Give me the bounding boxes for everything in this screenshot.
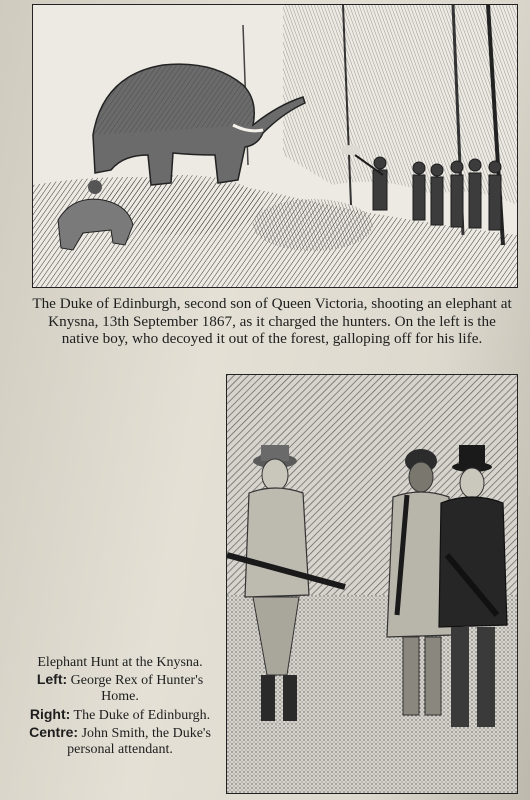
engraving-illustration bbox=[33, 5, 517, 287]
photograph-illustration bbox=[227, 375, 517, 793]
top-engraving-caption: The Duke of Edinburgh, second son of Queen Victoria, shooting an elephant at Knysna, 13th September 1867, as it charged the hunters. On the left is the native boy, who decoyed it out of the forest, galloping off for his life. bbox=[32, 295, 512, 347]
caption-centre bbox=[20, 724, 220, 758]
caption-centre-label: Centre: bbox=[29, 723, 79, 740]
caption-title: Elephant Hunt at the Knysna. bbox=[37, 655, 203, 670]
caption-left-label: Left: bbox=[36, 671, 68, 688]
caption-centre-text: John Smith, the Duke's personal attendant. bbox=[67, 725, 211, 758]
caption-right bbox=[20, 706, 220, 724]
caption-right-label: Right: bbox=[29, 705, 71, 722]
caption-left-text: George Rex of Hunter's Home. bbox=[70, 673, 204, 705]
caption-left bbox=[20, 671, 220, 705]
elephant-hunt-engraving bbox=[32, 4, 518, 288]
elephant-hunt-photograph bbox=[226, 374, 518, 794]
bottom-photograph-caption bbox=[20, 655, 220, 758]
caption-right-text: The Duke of Edinburgh. bbox=[73, 707, 211, 723]
